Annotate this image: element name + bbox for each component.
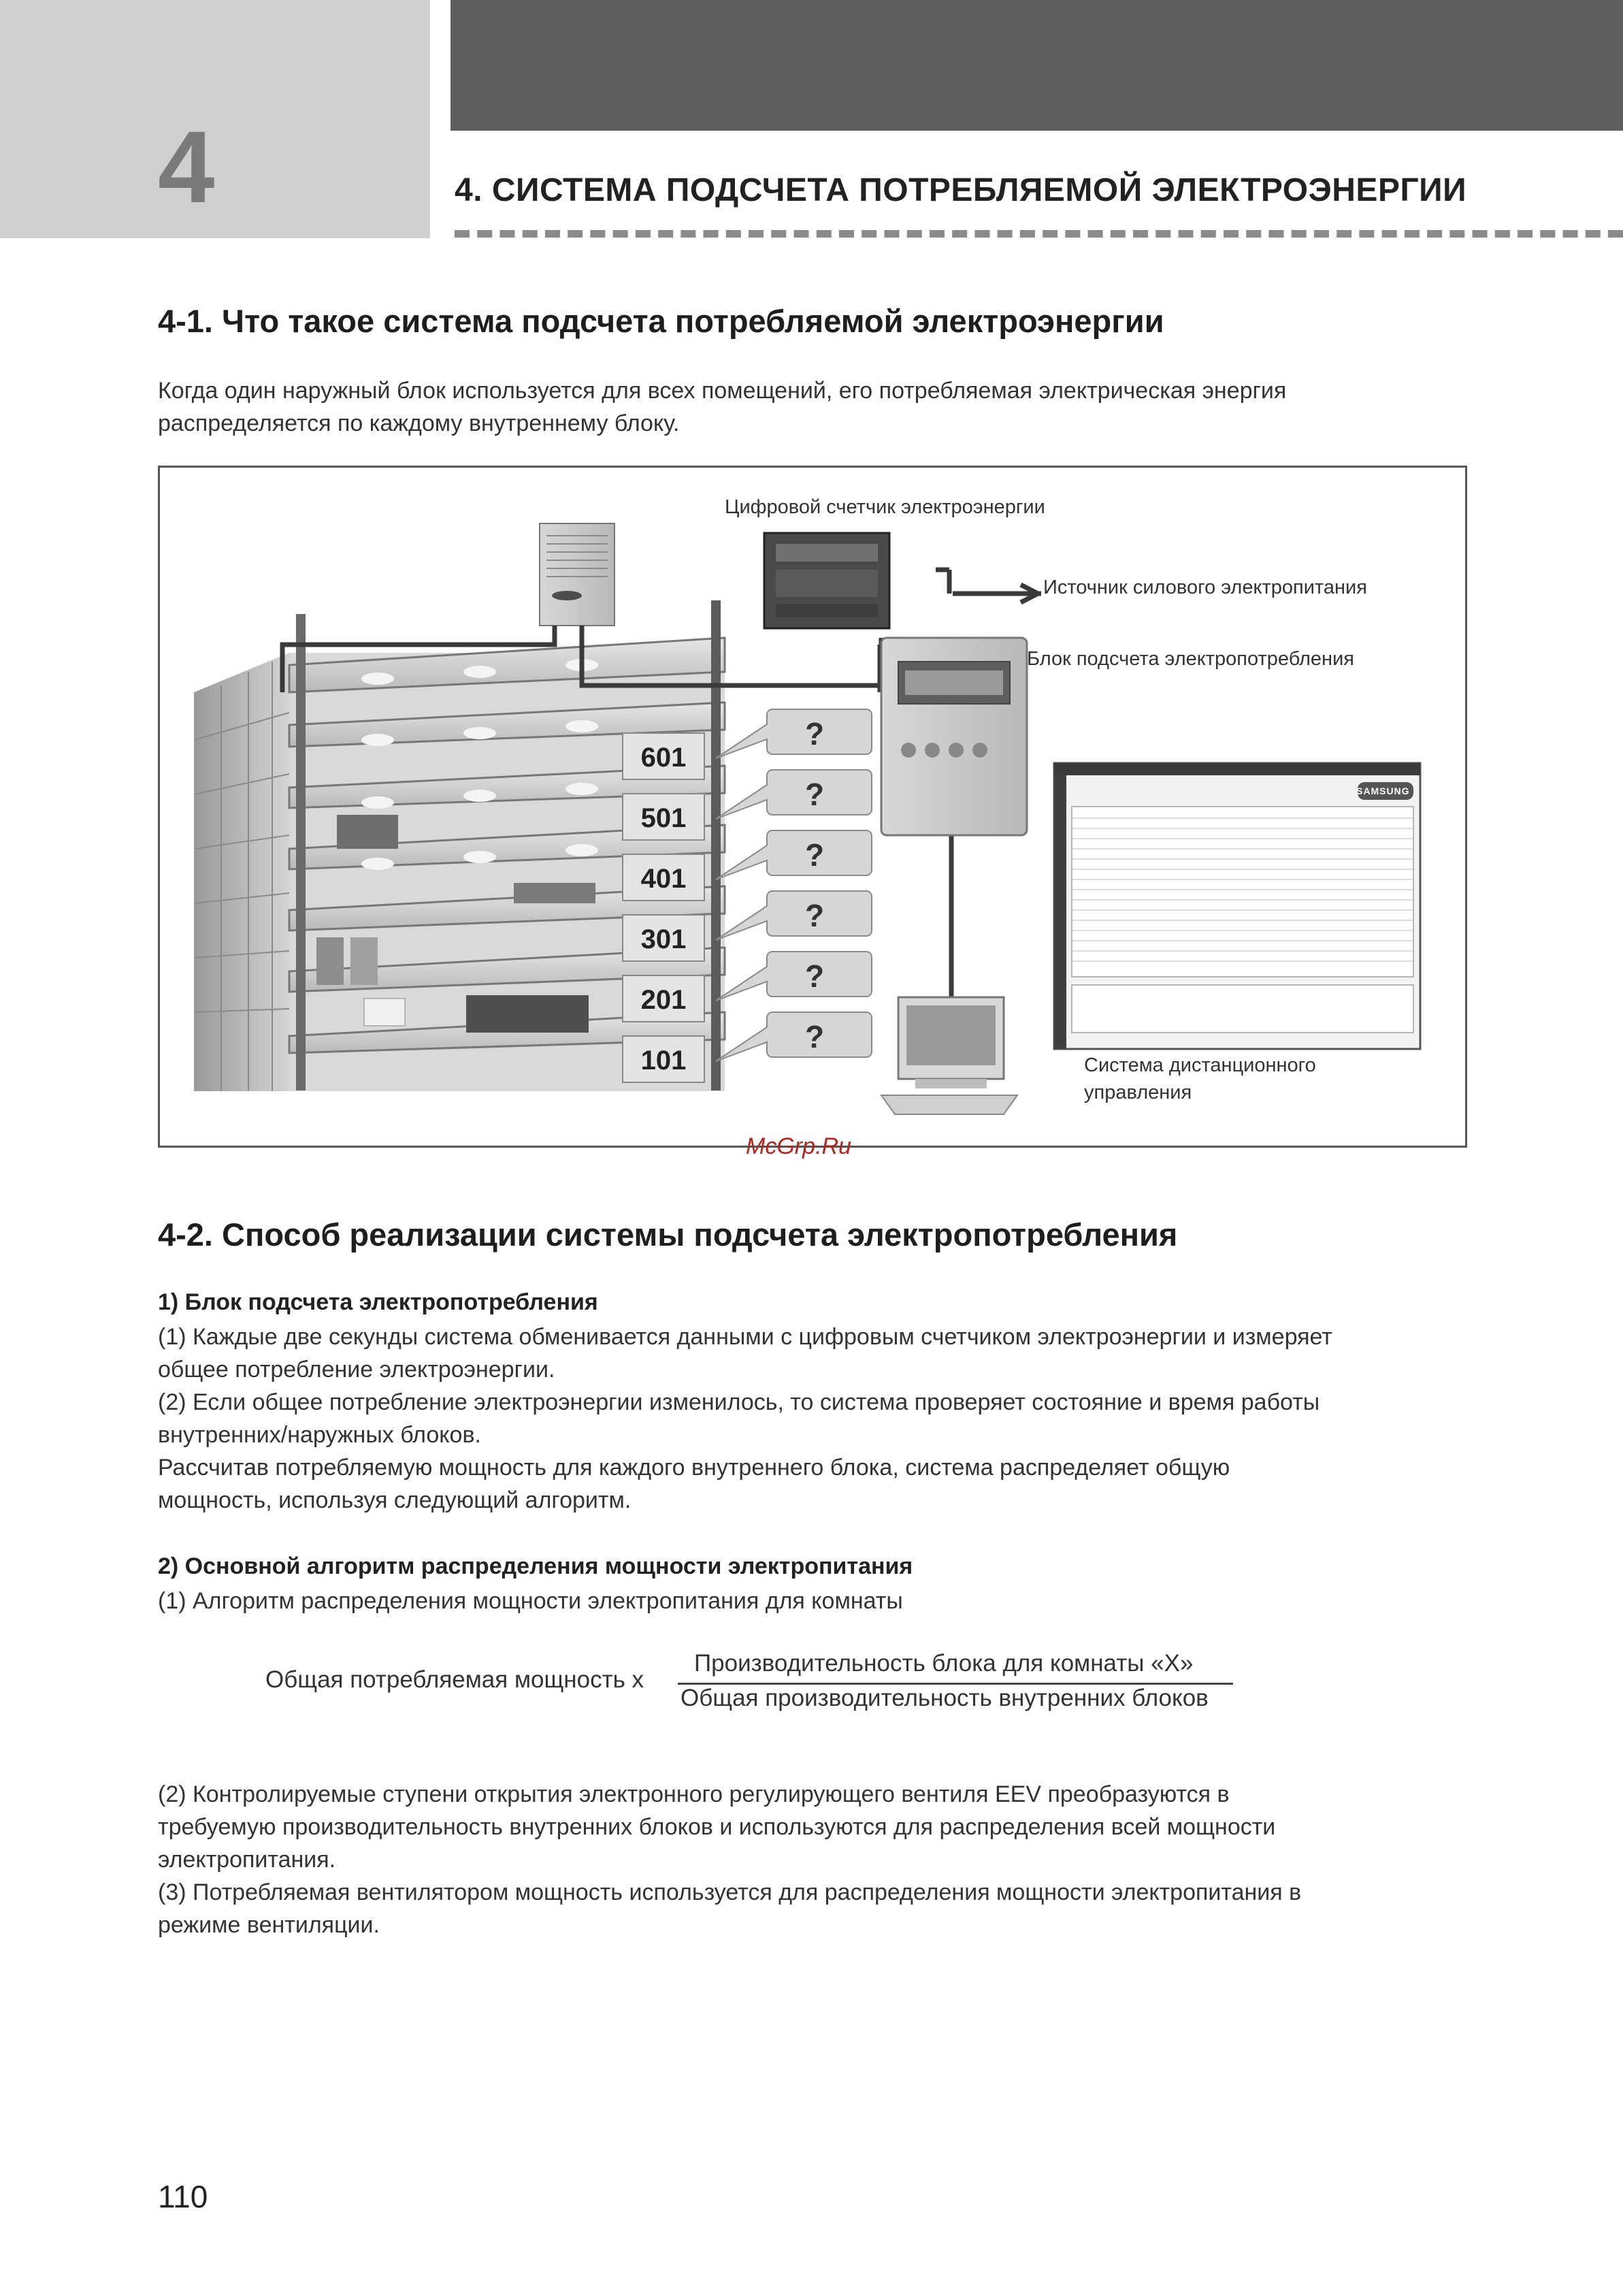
paragraph-line: мощность, используя следующий алгоритм. (158, 1487, 632, 1513)
subsection-1-paragraph (158, 1321, 1532, 1517)
paragraph-line: внутренних/наружных блоков. (158, 1422, 481, 1448)
room-number: 501 (640, 803, 687, 833)
chapter-number: 4 (158, 110, 215, 224)
question-bubbles (716, 709, 872, 1061)
paragraph-line: (2) Если общее потребление электроэнергии изменилось, то система проверяет состояние и время работы (158, 1389, 1320, 1415)
question-mark: ? (805, 898, 825, 933)
formula-left-term: Общая потребляемая мощность x (265, 1666, 644, 1693)
question-mark: ? (805, 837, 825, 873)
paragraph-line: электропитания. (158, 1847, 336, 1873)
question-mark: ? (805, 958, 825, 994)
paragraph-line: (1) Каждые две секунды система обменивается данными с цифровым счетчиком электроэнергии и измеряет (158, 1324, 1332, 1350)
question-mark: ? (805, 716, 825, 751)
chapter-title: 4. СИСТЕМА ПОДСЧЕТА ПОТРЕБЛЯЕМОЙ ЭЛЕКТРОЭНЕРГИИ (455, 172, 1467, 208)
computer-illustration (881, 997, 1017, 1114)
subsection-2-paragraph (158, 1778, 1532, 1941)
paragraph-line: общее потребление электроэнергии. (158, 1357, 555, 1383)
paragraph-line: Рассчитав потребляемую мощность для каждого внутреннего блока, система распределяет общую (158, 1455, 1230, 1481)
paragraph-line: Когда один наружный блок используется для всех помещений, его потребляемая электрическая энергия (158, 378, 1287, 404)
room-number: 401 (640, 864, 687, 894)
counter-unit-label: Блок подсчета электропотребления (1027, 648, 1354, 670)
remote-control-screenshot (1054, 763, 1420, 1049)
remote-system-label: Система дистанционного (1084, 1054, 1316, 1076)
chapter-tab (0, 0, 430, 238)
question-mark: ? (805, 1019, 825, 1054)
paragraph-line: требуемую производительность внутренних блоков и используются для распределения всей мощности (158, 1814, 1276, 1840)
room-number: 301 (640, 924, 687, 954)
section-1-title: 4-1. Что такое система подсчета потребляемой электроэнергии (158, 303, 1164, 339)
header-bar (450, 0, 1623, 131)
remote-system-label-line2: управления (1084, 1082, 1192, 1103)
room-number: 201 (640, 985, 687, 1015)
paragraph-line: режиме вентиляции. (158, 1912, 380, 1938)
subsection-2-intro: (1) Алгоритм распределения мощности электропитания для комнаты (158, 1588, 903, 1614)
power-source-label: Источник силового электропитания (1043, 577, 1367, 598)
formula-denominator: Общая производительность внутренних блоков (681, 1685, 1209, 1711)
section-2-title: 4-2. Способ реализации системы подсчета электропотребления (158, 1216, 1178, 1252)
section-1-paragraph (158, 374, 1532, 440)
digital-meter (764, 533, 889, 628)
room-number: 101 (640, 1046, 687, 1076)
subsection-2-heading: 2) Основной алгоритм распределения мощности электропитания (158, 1553, 913, 1579)
page-number: 110 (158, 2179, 208, 2214)
watermark: McGrp.Ru (746, 1133, 851, 1159)
question-mark: ? (805, 777, 825, 812)
power-counter-unit (881, 638, 1027, 835)
meter-label: Цифровой счетчик электроэнергии (725, 496, 1045, 518)
outdoor-unit (540, 523, 614, 626)
subsection-1-heading: 1) Блок подсчета электропотребления (158, 1289, 598, 1315)
paragraph-line: (3) Потребляемая вентилятором мощность используется для распределения мощности электропитания в (158, 1879, 1302, 1905)
header-dashed-divider (455, 230, 1623, 238)
paragraph-line: распределяется по каждому внутреннему блоку. (158, 410, 680, 436)
paragraph-line: (2) Контролируемые ступени открытия электронного регулирующего вентиля EEV преобразуются в (158, 1781, 1230, 1807)
brand-logo: SAMSUNG (1356, 786, 1410, 796)
system-diagram (158, 466, 1467, 1148)
room-number: 601 (640, 743, 687, 773)
formula-numerator: Производительность блока для комнаты «X» (694, 1650, 1194, 1677)
